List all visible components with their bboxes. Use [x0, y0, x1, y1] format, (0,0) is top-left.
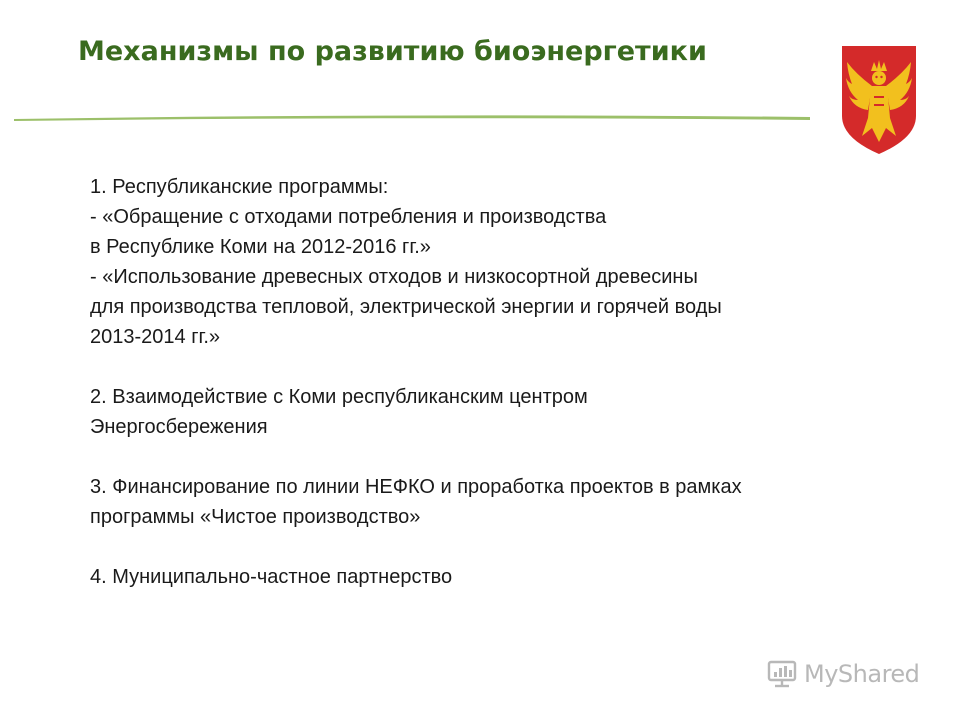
slide-body: [90, 172, 956, 592]
paragraph-gap: [90, 352, 956, 382]
title-divider: [14, 114, 810, 122]
item3-line2: программы «Чистое производство»: [90, 506, 421, 528]
item1-heading: 1. Республиканские программы:: [90, 176, 389, 198]
item2-line2: Энергосбережения: [90, 416, 268, 438]
item1-program1-line1: - «Обращение с отходами потребления и производства: [90, 206, 607, 228]
item3-line1: 3. Финансирование по линии НЕФКО и проработка проектов в рамках: [90, 476, 742, 498]
item1-program2-line1: - «Использование древесных отходов и низкосортной древесины: [90, 266, 698, 288]
item1-program2-line2: для производства тепловой, электрической энергии и горячей воды: [90, 296, 722, 318]
item1-program2-line3: 2013-2014 гг.»: [90, 326, 221, 348]
myshared-watermark: [766, 656, 926, 692]
paragraph-gap: [90, 532, 956, 562]
komi-republic-coat-of-arms-icon: [838, 44, 920, 156]
item1-program1-line2: в Республике Коми на 2012-2016 гг.»: [90, 236, 431, 258]
myshared-logo-icon: [766, 658, 800, 690]
watermark-text: MyShared: [804, 660, 920, 688]
paragraph-gap: [90, 442, 956, 472]
slide-title: Механизмы по развитию биоэнергетики: [78, 36, 707, 67]
item2-line1: 2. Взаимодействие с Коми республиканским центром: [90, 386, 588, 408]
item4-line1: 4. Муниципально-частное партнерство: [90, 566, 453, 588]
